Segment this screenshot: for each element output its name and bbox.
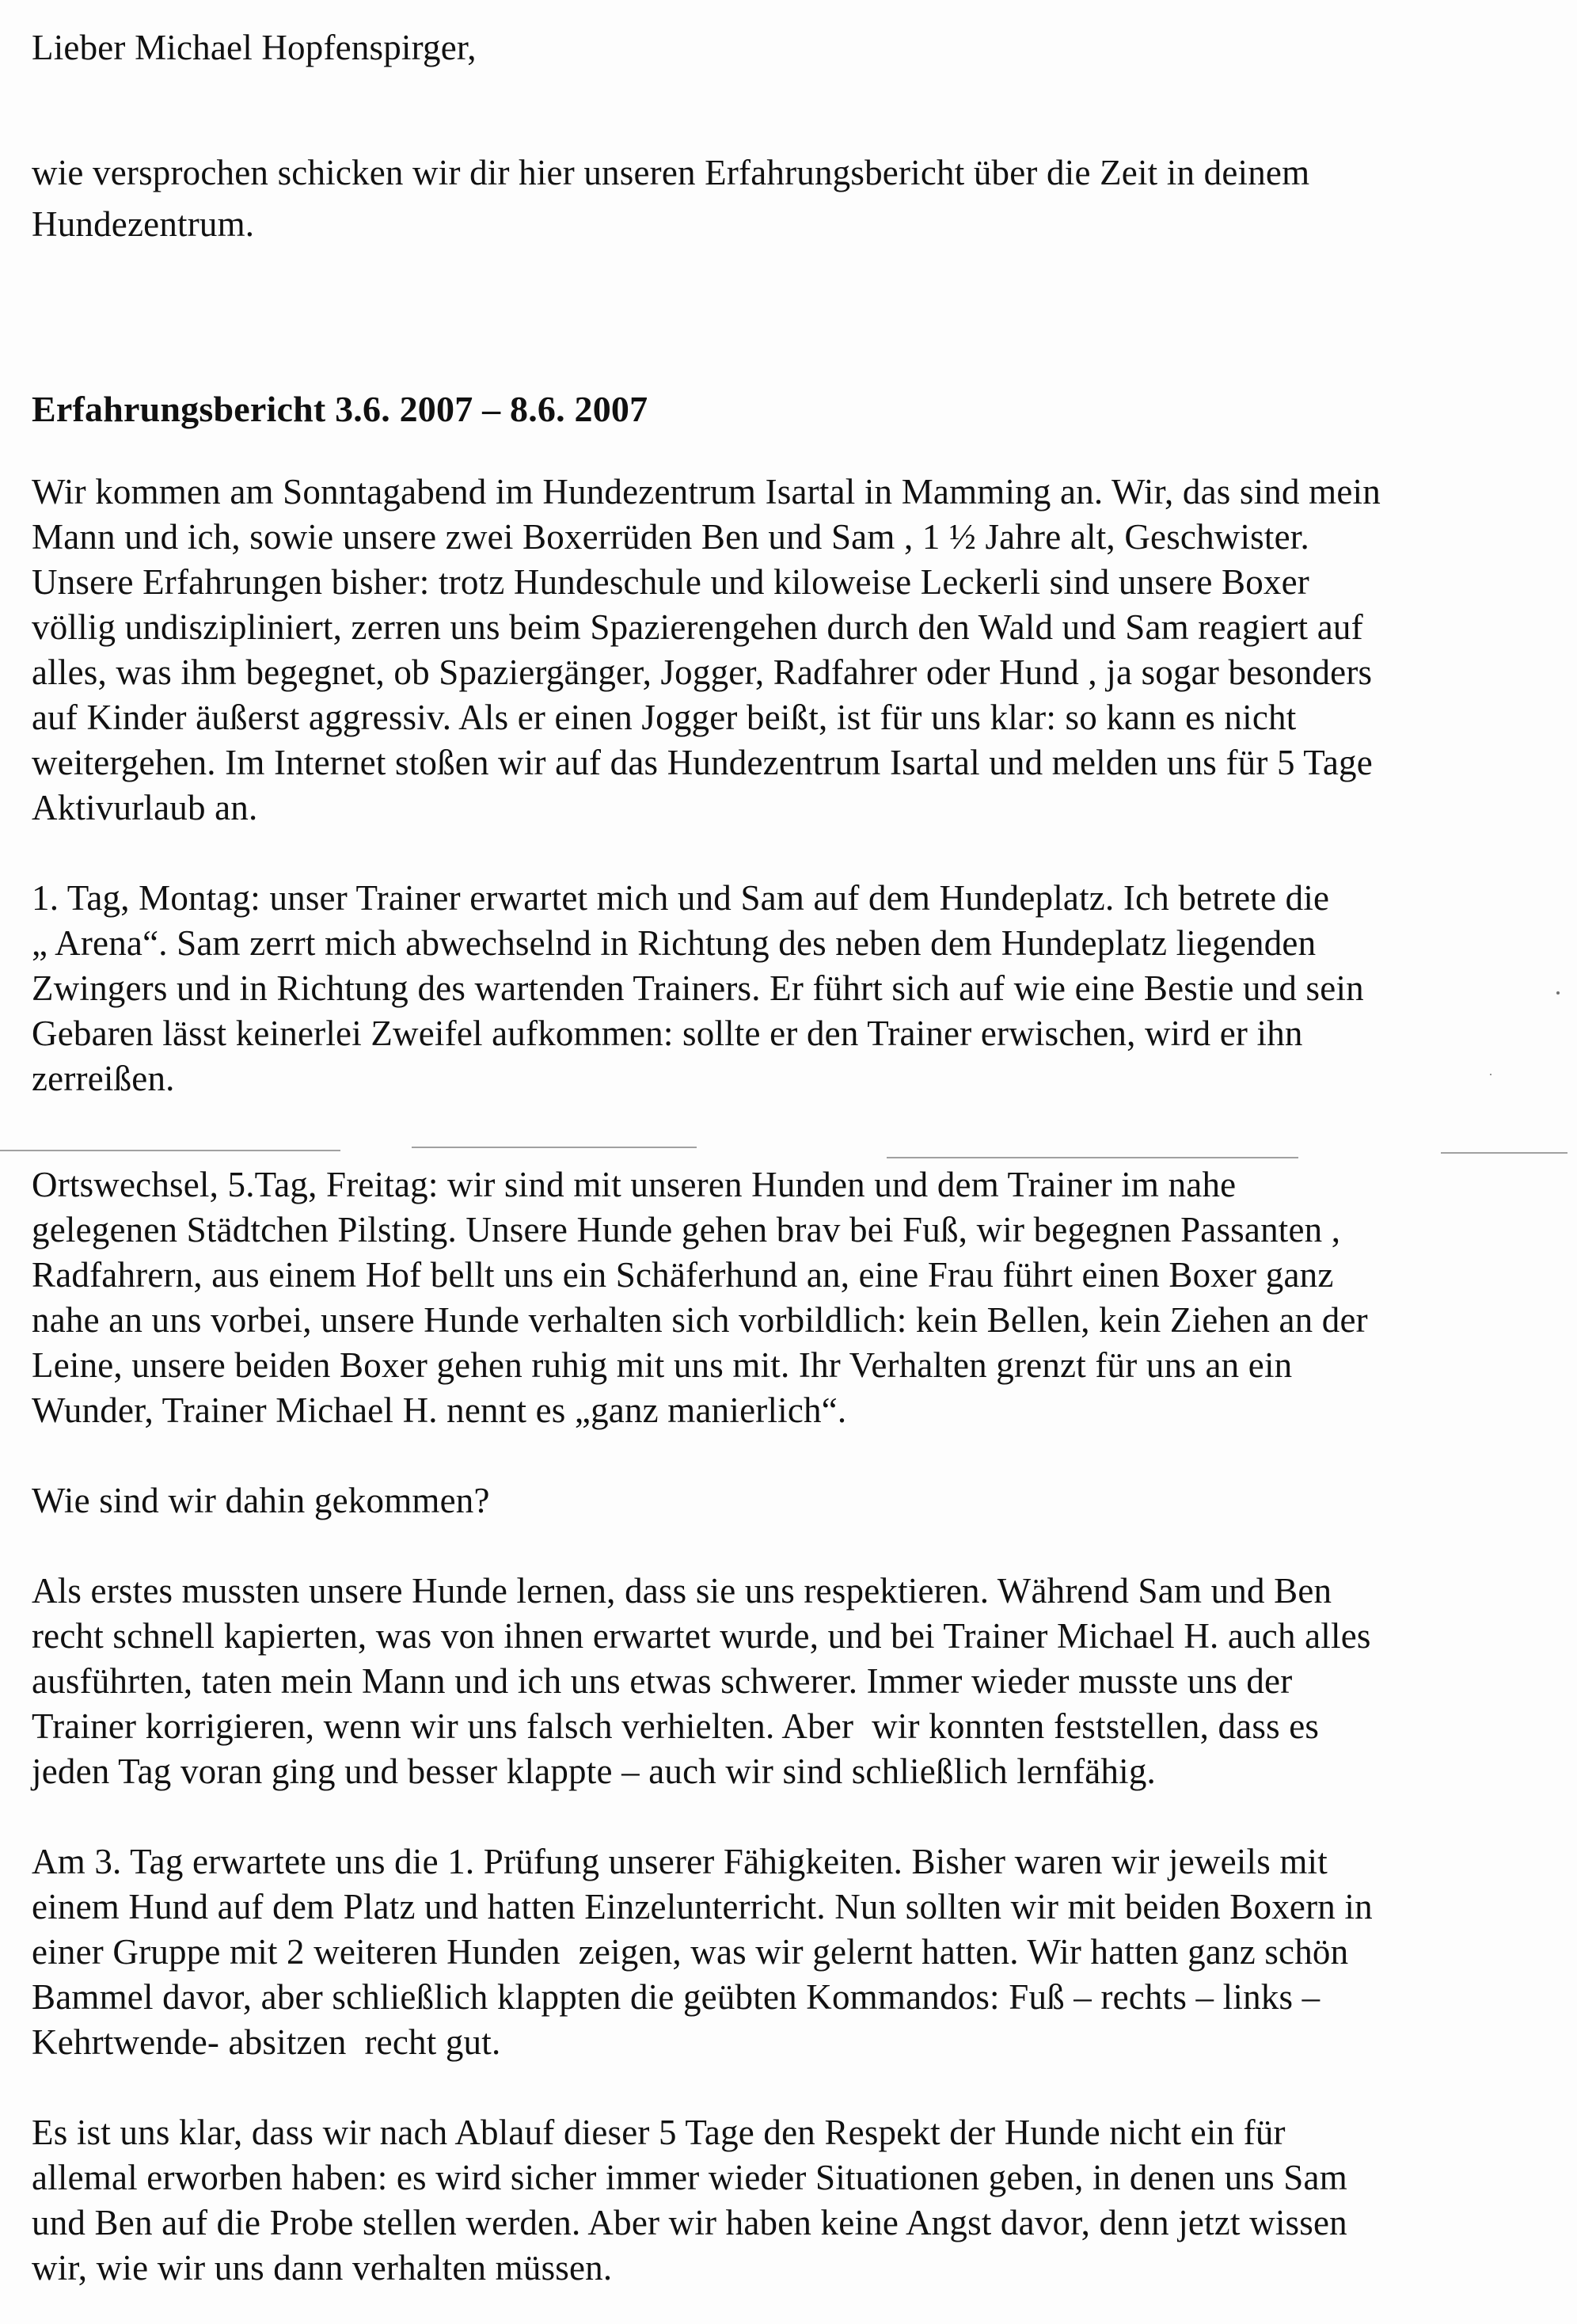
paragraph-line: nahe an uns vorbei, unsere Hunde verhalten sich vorbildlich: kein Bellen, kein Ziehen an der bbox=[32, 1300, 1368, 1340]
paragraph-line: gelegenen Städtchen Pilsting. Unsere Hunde gehen brav bei Fuß, wir begegnen Passanten , bbox=[32, 1210, 1341, 1249]
scan-seam-line bbox=[887, 1157, 1298, 1158]
paragraph-line: allemal erworben haben: es wird sicher immer wieder Situationen geben, in denen uns Sam bbox=[32, 2158, 1347, 2197]
greeting: Lieber Michael Hopfenspirger, bbox=[32, 28, 477, 67]
paragraph-line: Bammel davor, aber schließlich klappten die geübten Kommandos: Fuß – rechts – links – bbox=[32, 1977, 1320, 2017]
paragraph-line: 1. Tag, Montag: unser Trainer erwartet mich und Sam auf dem Hundeplatz. Ich betrete die bbox=[32, 878, 1330, 918]
paragraph-line: Wunder, Trainer Michael H. nennt es „ganz manierlich“. bbox=[32, 1390, 847, 1430]
paragraph-line: Mann und ich, sowie unsere zwei Boxerrüden Ben und Sam , 1 ½ Jahre alt, Geschwister. bbox=[32, 517, 1309, 557]
paragraph-line: jeden Tag voran ging und besser klappte – auch wir sind schließlich lernfähig. bbox=[32, 1752, 1156, 1791]
paragraph-line: Leine, unsere beiden Boxer gehen ruhig mit uns mit. Ihr Verhalten grenzt für uns an ein bbox=[32, 1345, 1293, 1385]
paragraph-line: Trainer korrigieren, wenn wir uns falsch verhielten. Aber wir konnten feststellen, dass es bbox=[32, 1706, 1320, 1746]
paragraph-line: Wir kommen am Sonntagabend im Hundezentrum Isartal in Mamming an. Wir, das sind mein bbox=[32, 472, 1381, 512]
scan-speck bbox=[1490, 1074, 1492, 1075]
paragraph-line: einer Gruppe mit 2 weiteren Hunden zeigen, was wir gelernt hatten. Wir hatten ganz schön bbox=[32, 1932, 1349, 1972]
paragraph-line: wir, wie wir uns dann verhalten müssen. bbox=[32, 2248, 613, 2288]
scan-speck bbox=[1556, 991, 1560, 995]
paragraph-line: Gebaren lässt keinerlei Zweifel aufkommen: sollte er den Trainer erwischen, wird er ihn bbox=[32, 1014, 1303, 1053]
intro-line: wie versprochen schicken wir dir hier unseren Erfahrungsbericht über die Zeit in deinem bbox=[32, 153, 1310, 192]
paragraph-line: recht schnell kapierten, was von ihnen erwartet wurde, und bei Trainer Michael H. auch alles bbox=[32, 1616, 1371, 1656]
paragraph-line: Kehrtwende- absitzen recht gut. bbox=[32, 2022, 501, 2062]
paragraph-line: zerreißen. bbox=[32, 1059, 175, 1098]
scan-seam-line bbox=[412, 1147, 697, 1148]
paragraph-line: Zwingers und in Richtung des wartenden Trainers. Er führt sich auf wie eine Bestie und sein bbox=[32, 968, 1364, 1008]
paragraph-line: Ortswechsel, 5.Tag, Freitag: wir sind mit unseren Hunden und dem Trainer im nahe bbox=[32, 1165, 1237, 1204]
scan-seam-line bbox=[0, 1150, 340, 1151]
paragraph-line: Aktivurlaub an. bbox=[32, 788, 258, 827]
paragraph-line: alles, was ihm begegnet, ob Spaziergänger, Jogger, Radfahrer oder Hund , ja sogar besonders bbox=[32, 652, 1373, 692]
paragraph-line: „ Arena“. Sam zerrt mich abwechselnd in Richtung des neben dem Hundeplatz liegenden bbox=[32, 923, 1317, 963]
paragraph-line: völlig undiszipliniert, zerren uns beim Spazierengehen durch den Wald und Sam reagiert auf bbox=[32, 607, 1363, 647]
paragraph-line: Es ist uns klar, dass wir nach Ablauf dieser 5 Tage den Respekt der Hunde nicht ein für bbox=[32, 2113, 1286, 2152]
report-heading: Erfahrungsbericht 3.6. 2007 – 8.6. 2007 bbox=[32, 389, 648, 429]
intro-line: Hundezentrum. bbox=[32, 204, 255, 244]
paragraph-line: Radfahrern, aus einem Hof bellt uns ein Schäferhund an, eine Frau führt einen Boxer ganz bbox=[32, 1255, 1334, 1295]
paragraph-line: auf Kinder äußerst aggressiv. Als er einen Jogger beißt, ist für uns klar: so kann es nicht bbox=[32, 698, 1297, 737]
paragraph-line: Als erstes mussten unsere Hunde lernen, dass sie uns respektieren. Während Sam und Ben bbox=[32, 1571, 1332, 1611]
paragraph-line: Unsere Erfahrungen bisher: trotz Hundeschule und kiloweise Leckerli sind unsere Boxer bbox=[32, 562, 1309, 602]
paragraph-line: und Ben auf die Probe stellen werden. Aber wir haben keine Angst davor, denn jetzt wissen bbox=[32, 2203, 1347, 2242]
scan-seam-line bbox=[1441, 1152, 1568, 1154]
paragraph-line: weitergehen. Im Internet stoßen wir auf das Hundezentrum Isartal und melden uns für 5 Tage bbox=[32, 743, 1373, 782]
paragraph-line: Wie sind wir dahin gekommen? bbox=[32, 1481, 490, 1520]
paragraph-line: ausführten, taten mein Mann und ich uns etwas schwerer. Immer wieder musste uns der bbox=[32, 1661, 1293, 1701]
paragraph-line: einem Hund auf dem Platz und hatten Einzelunterricht. Nun sollten wir mit beiden Boxern in bbox=[32, 1887, 1373, 1927]
paragraph-line: Am 3. Tag erwartete uns die 1. Prüfung unserer Fähigkeiten. Bisher waren wir jeweils mit bbox=[32, 1842, 1328, 1881]
